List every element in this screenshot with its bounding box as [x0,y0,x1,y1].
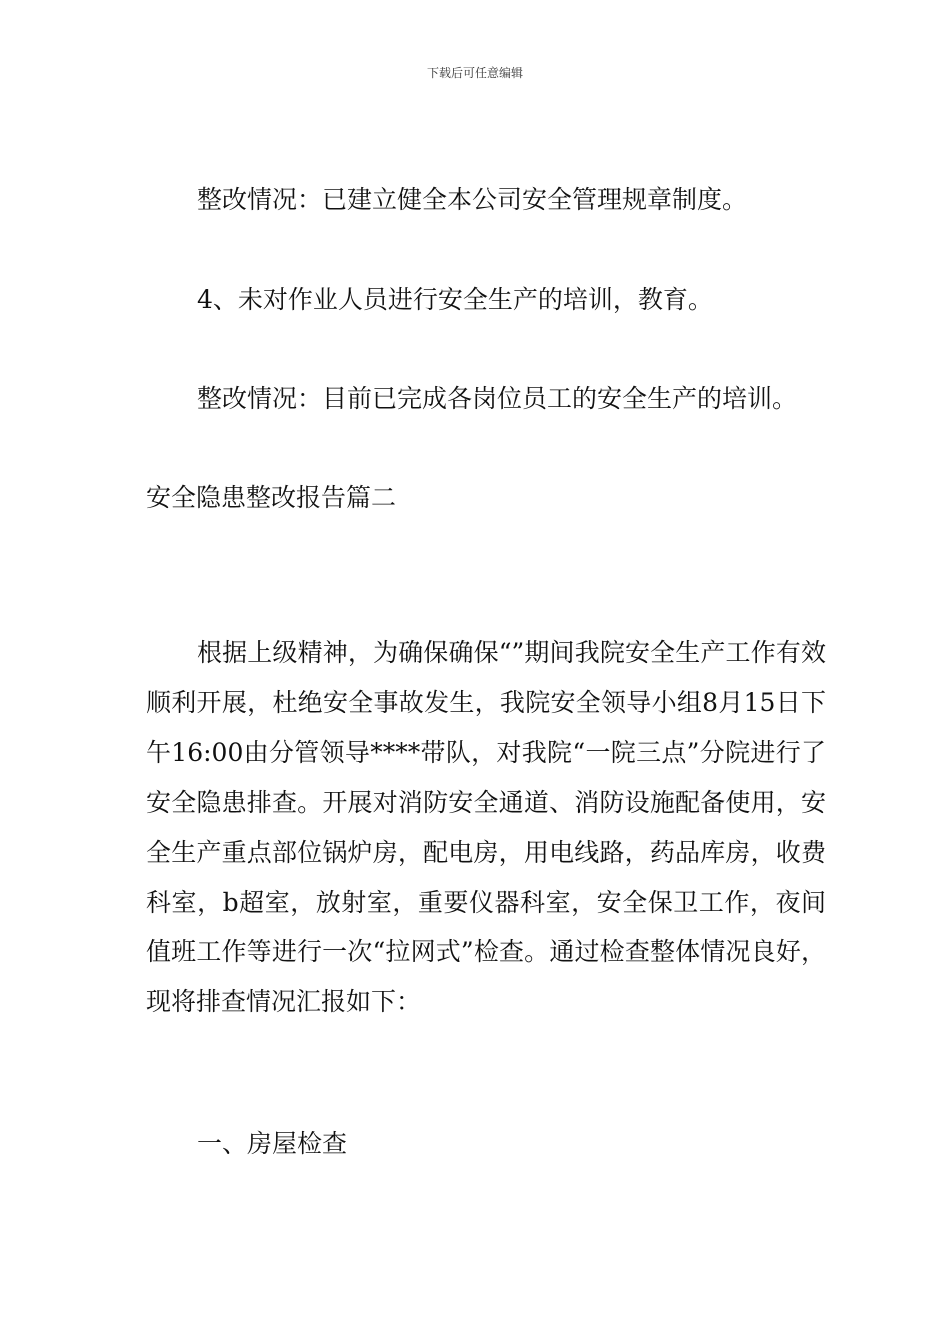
subheading-house-inspection: 一、房屋检查 [197,1129,348,1158]
rectification-status-1: 整改情况：已建立健全本公司安全管理规章制度。 [197,185,748,214]
body-paragraph: 根据上级精神，为确保确保“”期间我院安全生产工作有效顺利开展，杜绝安全事故发生，我院安全领导小组8月15日下午16:00由分管领导****带队，对我院“一院三点”分院进行了安全隐患排查。开展对消防安全通道、消防设施配备使用，安全生产重点部位锅炉房，配电房，用电线路，药品库房，收费科室，b超室，放射室，重要仪器科室，安全保卫工作，夜间值班工作等进行一次“拉网式”检查。通过检查整体情况良好，现将排查情况汇报如下： [146,638,826,1017]
page-header-note: 下载后可任意编辑 [426,66,523,80]
rectification-status-2: 整改情况：目前已完成各岗位员工的安全生产的培训。 [197,384,798,413]
issue-item-4: 4、未对作业人员进行安全生产的培训，教育。 [197,285,713,314]
section-title: 安全隐患整改报告篇二 [146,483,397,512]
